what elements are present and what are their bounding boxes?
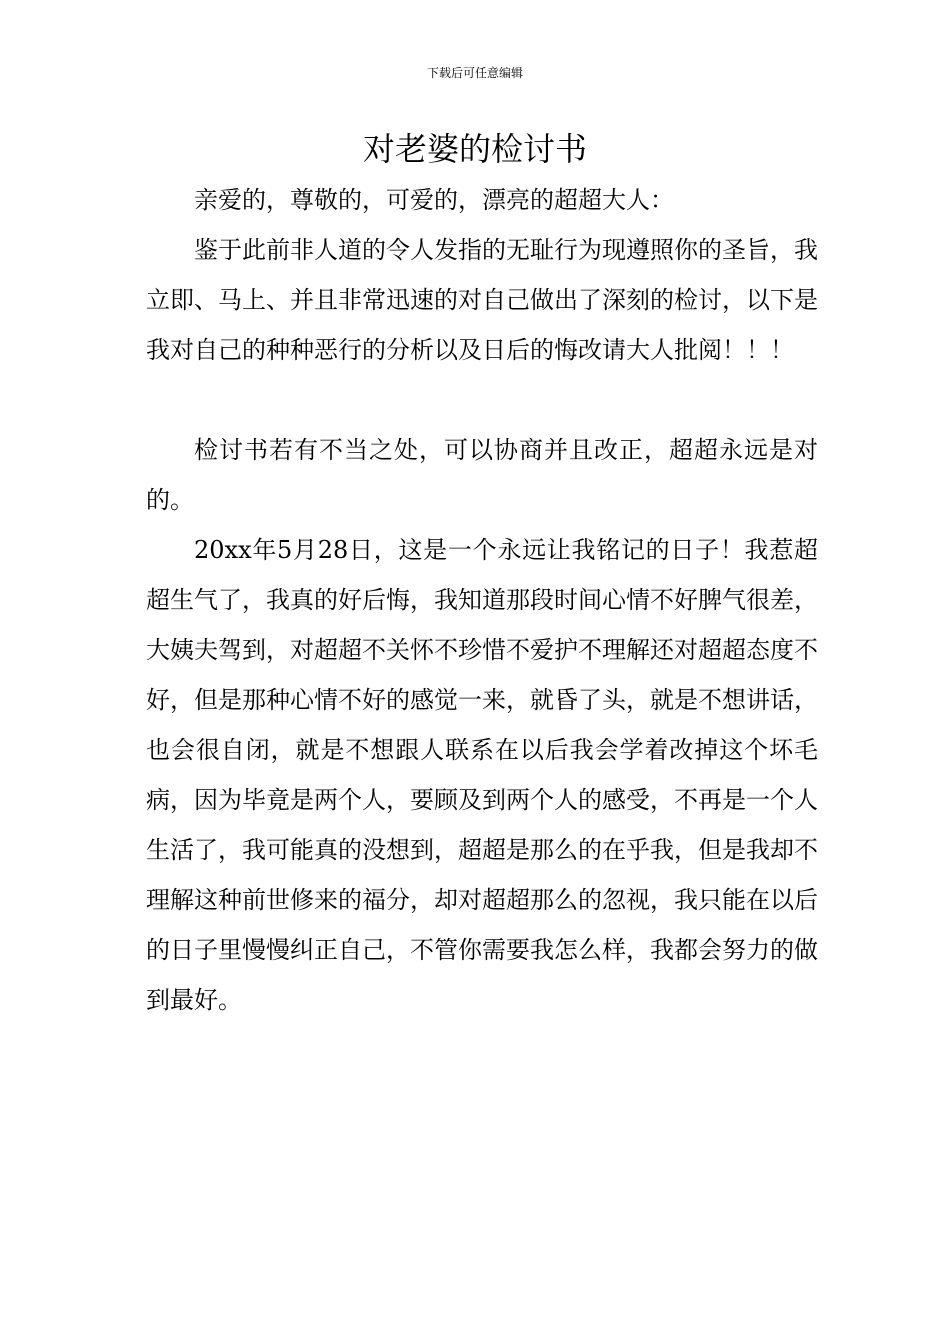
document-title: 对老婆的检讨书 [362, 130, 587, 168]
paragraph-2: 检讨书若有不当之处，可以协商并且改正，超超永远是对的。 [146, 436, 818, 514]
paragraph-1: 鉴于此前非人道的令人发指的无耻行为现遵照你的圣旨，我立即、马上、并且非常迅速的对自己做出了深刻的检讨，以下是我对自己的种种恶行的分析以及日后的悔改请大人批阅！！！ [146, 236, 818, 364]
salutation: 亲爱的，尊敬的，可爱的，漂亮的超超大人： [194, 186, 674, 214]
header-note: 下载后可任意编辑 [426, 66, 523, 80]
paragraph-3: 20xx年5月28日，这是一个永远让我铭记的日子！我惹超超生气了，我真的好后悔，我知道那段时间心情不好脾气很差，大姨夫驾到，对超超不关怀不珍惜不爱护不理解还对超超态度不好，但是那种心情不好的感觉一来，就昏了头，就是不想讲话，也会很自闭，就是不想跟人联系在以后我会学着改掉这个坏毛病，因为毕竟是两个人，要顾及到两个人的感受，不再是一个人生活了，我可能真的没想到，超超是那么的在乎我，但是我却不理解这种前世修来的福分，却对超超那么的忽视，我只能在以后的日子里慢慢纠正自己，不管你需要我怎么样，我都会努力的做到最好。 [146, 536, 818, 1014]
